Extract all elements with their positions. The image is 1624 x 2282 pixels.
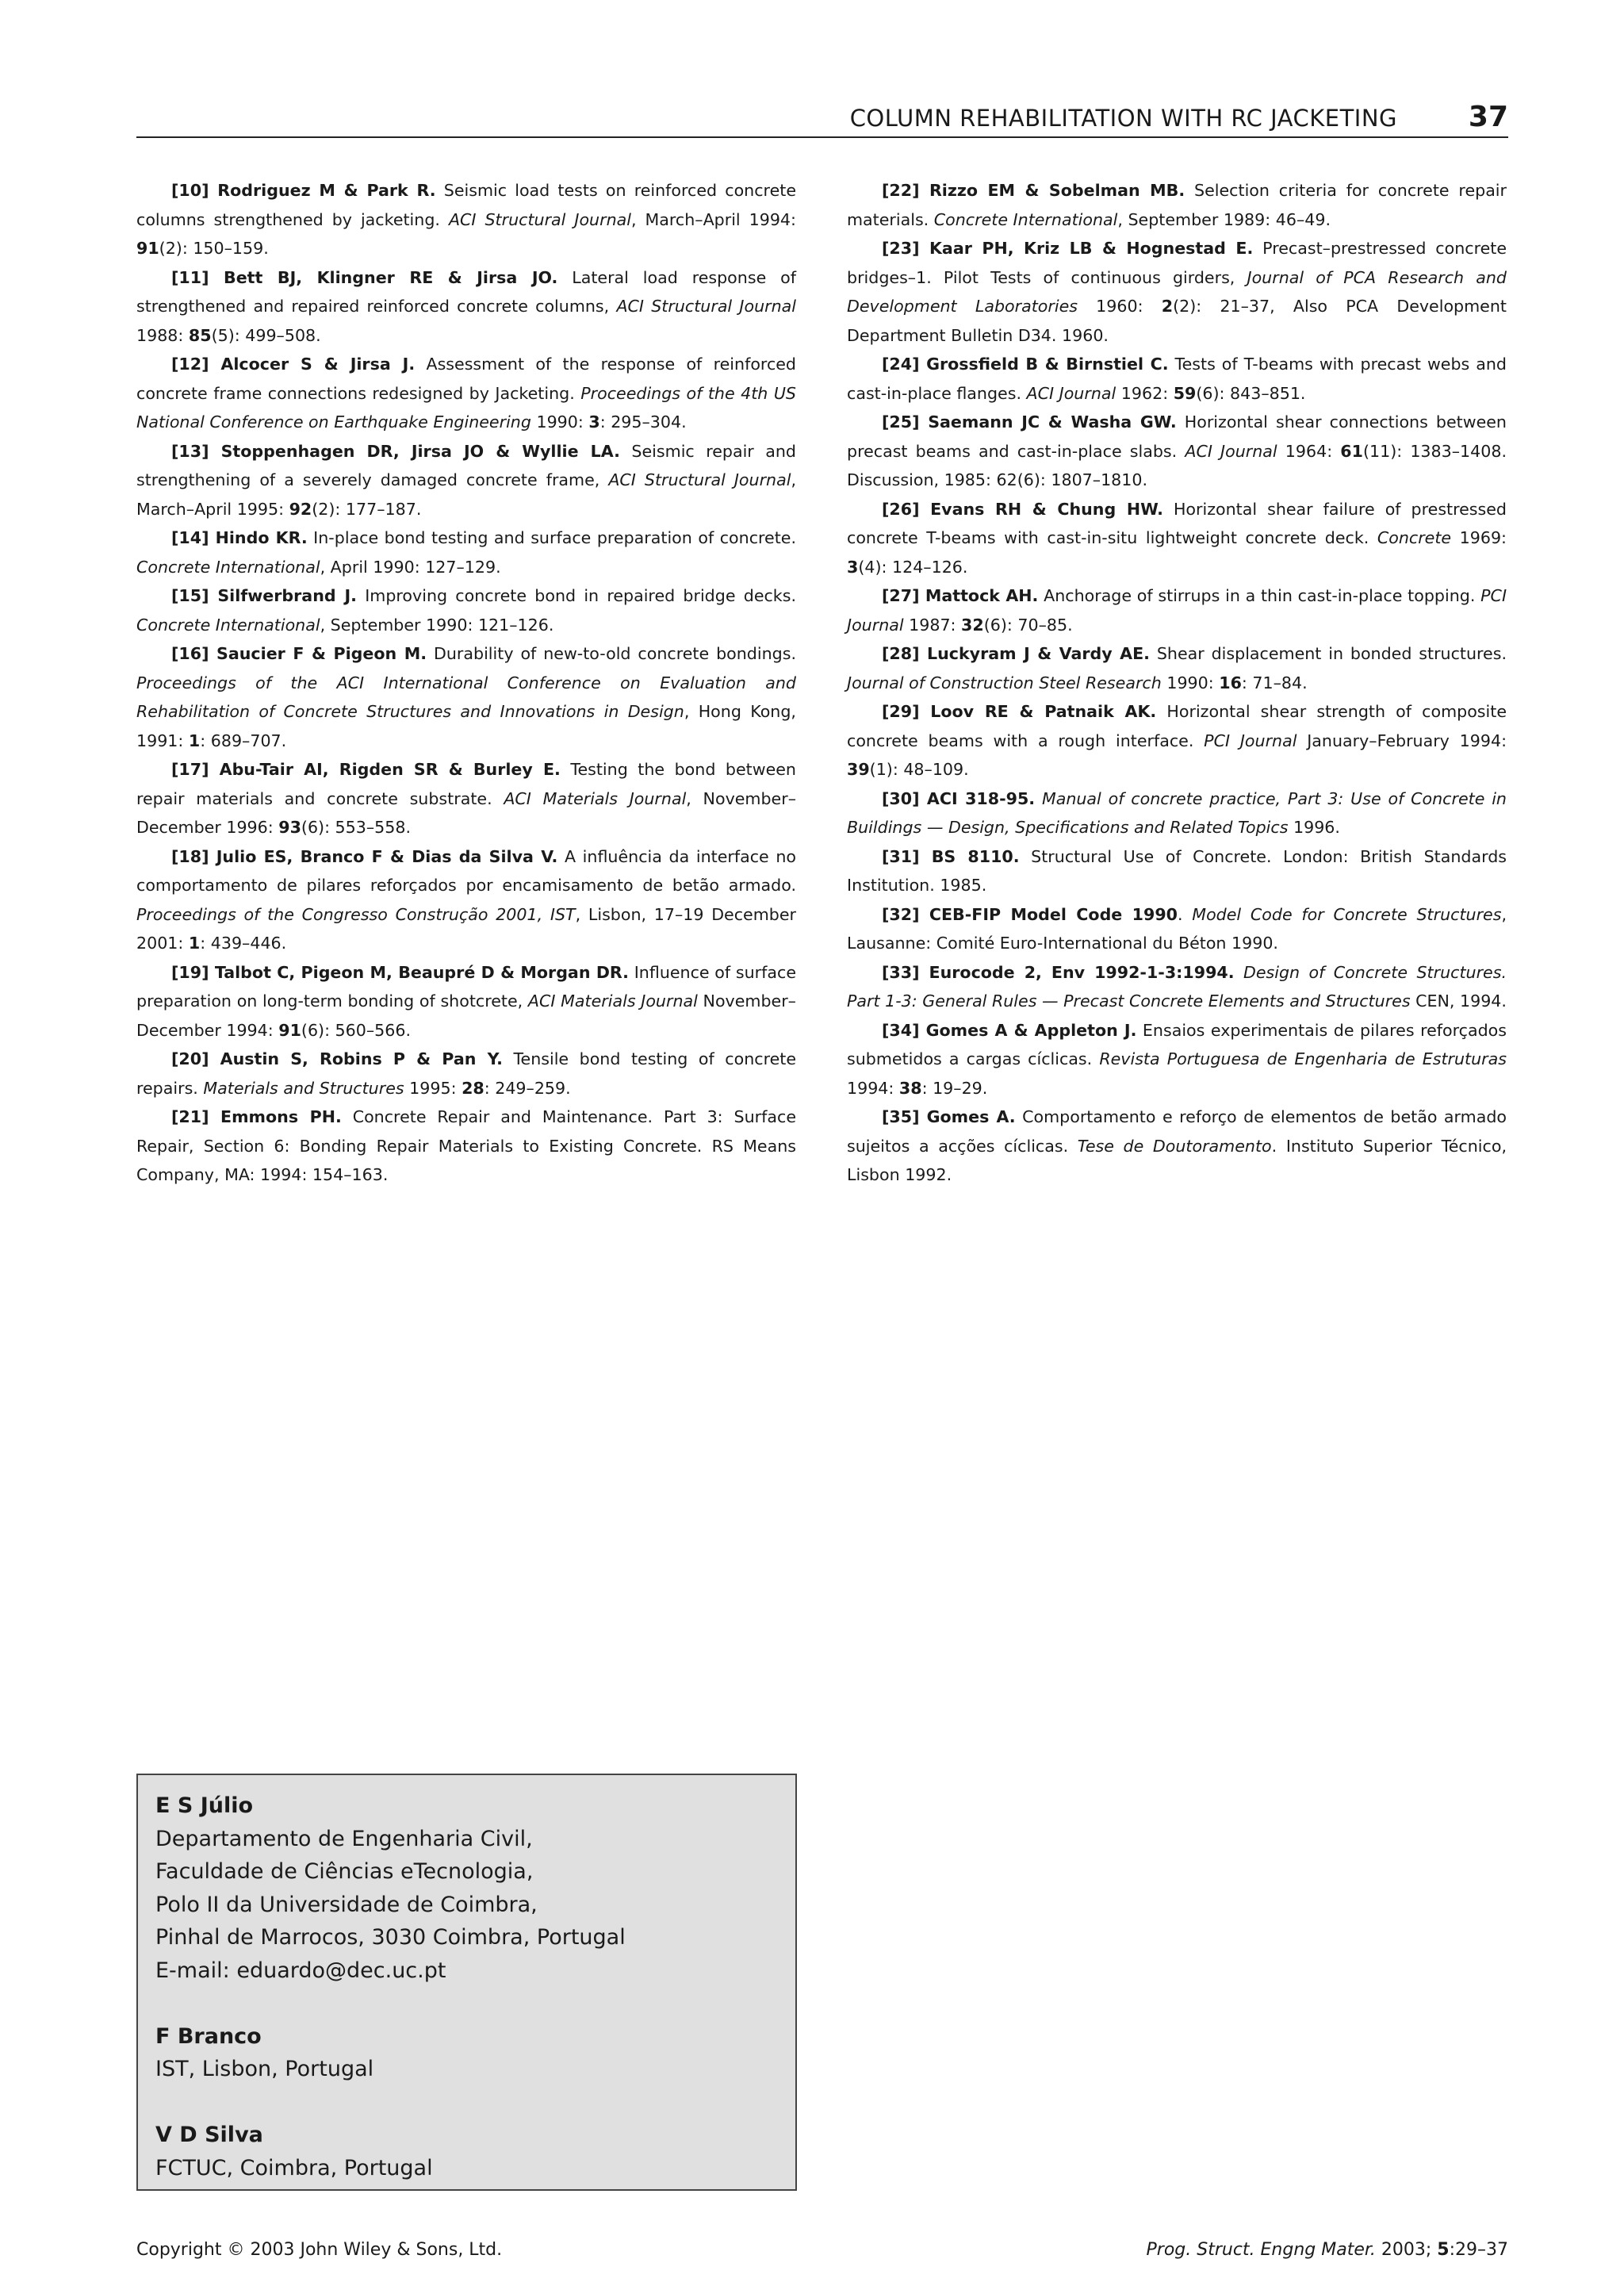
reference-entry [136, 437, 796, 524]
reference-journal: Concrete International [933, 209, 1118, 229]
reference-authors: [26] Evans RH & Chung HW. [882, 499, 1163, 519]
reference-entry [847, 639, 1507, 697]
affiliation-line: Polo II da Universidade de Coimbra, [155, 1892, 538, 1917]
reference-journal: Tese de Doutoramento [1077, 1136, 1272, 1156]
page-header [136, 95, 1508, 138]
reference-entry [136, 958, 796, 1045]
reference-authors: [29] Loov RE & Patnaik AK. [882, 702, 1157, 721]
reference-authors: [15] Silfwerbrand J. [171, 586, 357, 605]
reference-details: CEN, 1994. [1410, 991, 1507, 1011]
author-name: F Branco [155, 2023, 262, 2049]
reference-authors: [14] Hindo KR. [171, 528, 308, 547]
reference-entry [136, 350, 796, 437]
reference-details: , November–December 1996: [136, 788, 796, 837]
reference-details: 1995: [404, 1078, 462, 1098]
reference-details: 1962: [1116, 383, 1174, 403]
author-affiliations-box [136, 1774, 797, 2191]
reference-entry [136, 755, 796, 842]
reference-entry [847, 900, 1507, 958]
citation-year: 2003; [1375, 2240, 1438, 2260]
reference-details: , April 1990: 127–129. [320, 557, 501, 577]
author-name: E S Júlio [155, 1793, 254, 1818]
reference-entry [847, 581, 1507, 639]
reference-title [1235, 963, 1243, 982]
references-left-column [136, 176, 796, 1190]
reference-journal: ACI Structural Journal [616, 297, 796, 316]
reference-authors: [24] Grossfield B & Birnstiel C. [882, 355, 1169, 374]
reference-entry [847, 1016, 1507, 1103]
reference-pages: (6): 560–566. [301, 1020, 412, 1040]
reference-title: . [1177, 904, 1193, 924]
reference-entry [136, 524, 796, 581]
reference-entry [847, 495, 1507, 582]
reference-authors: [31] BS 8110. [882, 846, 1020, 866]
reference-details: 1990: [530, 412, 589, 431]
reference-volume: 59 [1173, 383, 1197, 403]
reference-details: 1990: [1161, 673, 1220, 692]
journal-citation [1147, 2240, 1508, 2260]
reference-authors: [32] CEB-FIP Model Code 1990 [882, 904, 1178, 924]
reference-title: Anchorage of stirrups in a thin cast-in-place topping. [1038, 586, 1481, 605]
reference-title: Horizontal shear connections between precast beams and cast-in-place slabs. [847, 412, 1507, 461]
reference-journal: PCI Journal [1204, 731, 1297, 750]
reference-details: , Lausanne: Comité Euro-International du Béton 1990. [847, 904, 1507, 953]
reference-authors: [30] ACI 318-95. [882, 788, 1036, 808]
reference-volume: 1 [188, 731, 201, 750]
reference-details: , March–April 1994: [630, 209, 796, 229]
reference-journal: Concrete [1377, 528, 1452, 547]
reference-entry [847, 784, 1507, 842]
reference-title: Selection criteria for concrete repair materials. [847, 181, 1507, 229]
reference-pages: (2): 150–159. [159, 239, 269, 258]
reference-details: 1994: [847, 1078, 899, 1098]
reference-entry [136, 639, 796, 755]
reference-volume: 93 [278, 818, 301, 837]
reference-pages: : 689–707. [200, 731, 287, 750]
reference-entry [847, 1103, 1507, 1190]
reference-details: 1996. [1288, 818, 1340, 837]
reference-authors: [19] Talbot C, Pigeon M, Beaupré D & Morgan DR. [171, 962, 629, 982]
reference-title: Horizontal shear strength of composite concrete beams with a rough interface. [847, 702, 1507, 750]
reference-entry [847, 234, 1507, 350]
reference-pages: (5): 499–508. [211, 325, 321, 345]
reference-title: Durability of new-to-old concrete bondings. [427, 644, 797, 663]
reference-title: Concrete Repair and Maintenance. Part 3: Surface Repair, Section 6: Bonding Repair Materials to Existing Concrete. RS Means Company, MA: 1994: 154–163. [136, 1107, 796, 1184]
reference-authors: [34] Gomes A & Appleton J. [882, 1020, 1137, 1040]
reference-pages: (4): 124–126. [858, 557, 968, 577]
reference-entry [847, 842, 1507, 900]
reference-entry [136, 263, 796, 351]
reference-title: Horizontal shear failure of prestressed concrete T-beams with cast-in-situ lightweight concrete deck. [847, 499, 1507, 547]
affiliation-line: Faculdade de Ciências eTecnologia, [155, 1859, 534, 1884]
reference-authors: [27] Mattock AH. [882, 586, 1039, 605]
reference-volume: 1 [188, 934, 201, 953]
reference-entry [847, 958, 1507, 1016]
reference-entry [136, 176, 796, 263]
reference-pages: : 439–446. [200, 934, 287, 953]
reference-title: Precast–prestressed concrete bridges–1. Pilot Tests of continuous girders, [847, 239, 1507, 287]
reference-authors: [16] Saucier F & Pigeon M. [171, 644, 427, 663]
reference-journal: ACI Materials Journal [504, 788, 687, 808]
reference-details: , September 1990: 121–126. [320, 615, 554, 635]
reference-pages: : 295–304. [599, 412, 687, 431]
citation-pages: :29–37 [1449, 2240, 1508, 2260]
spacer [155, 1987, 778, 2020]
reference-details: 1987: [903, 615, 962, 635]
reference-journal: Journal of Construction Steel Research [847, 673, 1162, 692]
reference-journal: ACI Journal [1026, 383, 1116, 403]
affiliation-line: Pinhal de Marrocos, 3030 Coimbra, Portugal [155, 1925, 626, 1950]
reference-volume: 61 [1340, 441, 1363, 461]
reference-details: . Instituto Superior Técnico, Lisbon 1992. [847, 1136, 1507, 1184]
spacer [155, 2086, 778, 2119]
reference-pages: (11): 1383–1408. Discussion, 1985: 62(6): 1807–1810. [847, 441, 1507, 489]
reference-journal: Proceedings of the 4th US National Conference on Earthquake Engineering [136, 383, 796, 431]
page-number: 37 [1468, 101, 1508, 133]
author-name: V D Silva [155, 2123, 263, 2147]
reference-authors: [35] Gomes A. [882, 1107, 1016, 1126]
reference-authors: [21] Emmons PH. [171, 1107, 342, 1126]
reference-authors: [13] Stoppenhagen DR, Jirsa JO & Wyllie LA. [171, 441, 620, 461]
reference-details: 1964: [1277, 441, 1341, 461]
reference-title: Comportamento e reforço de elementos de betão armado sujeitos a acções cíclicas. [847, 1107, 1507, 1156]
reference-volume: 38 [898, 1078, 922, 1098]
reference-title: Assessment of the response of reinforced concrete frame connections redesigned by Jacketing. [136, 355, 797, 403]
reference-volume: 92 [289, 499, 312, 519]
reference-journal: Materials and Structures [203, 1078, 404, 1098]
reference-pages: (2): 21–37, Also PCA Development Department Bulletin D34. 1960. [847, 297, 1507, 345]
running-title: COLUMN REHABILITATION WITH RC JACKETING [849, 105, 1397, 132]
reference-authors: [10] Rodriguez M & Park R. [171, 181, 436, 200]
reference-entry [847, 697, 1507, 784]
reference-journal: Manual of concrete practice, Part 3: Use of Concrete in Buildings — Design, Specifications and Related Topics [847, 788, 1507, 837]
references-right-column [847, 176, 1507, 1190]
reference-details: , Hong Kong, 1991: [136, 702, 796, 750]
reference-journal: Model Code for Concrete Structures [1192, 904, 1502, 924]
reference-journal: Proceedings of the ACI International Conference on Evaluation and Rehabilitation of Concrete Structures and Innovations in Design [136, 673, 796, 721]
reference-title [1035, 789, 1042, 808]
reference-title: Tests of T-beams with precast webs and cast-in-place flanges. [847, 355, 1507, 403]
reference-pages: (6): 553–558. [301, 818, 412, 837]
reference-authors: [23] Kaar PH, Kriz LB & Hognestad E. [882, 239, 1254, 258]
reference-journal: Proceedings of the Congresso Construção 2001, IST [136, 904, 576, 924]
reference-details: , Lisbon, 17–19 December 2001: [136, 904, 796, 953]
reference-authors: [22] Rizzo EM & Sobelman MB. [882, 181, 1185, 200]
reference-volume: 3 [847, 557, 859, 577]
reference-authors: [11] Bett BJ, Klingner RE & Jirsa JO. [171, 267, 558, 287]
reference-pages: : 249–259. [484, 1078, 571, 1098]
reference-details: January–February 1994: [1297, 731, 1507, 750]
reference-details: 1988: [136, 325, 189, 345]
reference-details: 1960: [1077, 297, 1162, 316]
reference-entry [847, 176, 1507, 234]
reference-volume: 16 [1219, 673, 1242, 692]
reference-authors: [33] Eurocode 2, Env 1992-1-3:1994. [882, 962, 1235, 982]
reference-volume: 32 [961, 615, 984, 635]
reference-details: , March–April 1995: [136, 470, 796, 519]
reference-journal: Journal of PCA Research and Development Laboratories [847, 267, 1507, 316]
reference-entry [847, 350, 1507, 408]
citation-journal: Prog. Struct. Engng Mater. [1146, 2240, 1376, 2260]
reference-authors: [25] Saemann JC & Washa GW. [882, 412, 1177, 431]
copyright-notice: Copyright © 2003 John Wiley & Sons, Ltd. [136, 2240, 503, 2260]
reference-details: 1969: [1451, 528, 1507, 547]
reference-title: Seismic repair and strengthening of a severely damaged concrete frame, [136, 441, 797, 489]
reference-entry [136, 1103, 796, 1190]
reference-journal: ACI Structural Journal [608, 470, 791, 489]
reference-entry [136, 842, 796, 958]
page-footer [136, 2240, 1508, 2267]
reference-title: Shear displacement in bonded structures. [1150, 644, 1507, 663]
reference-entry [847, 408, 1507, 495]
reference-title: In-place bond testing and surface preparation of concrete. [307, 528, 796, 547]
reference-title: Tensile bond testing of concrete repairs. [136, 1049, 797, 1098]
reference-authors: [18] Julio ES, Branco F & Dias da Silva V. [171, 846, 558, 866]
reference-title: Ensaios experimentais de pilares reforçados submetidos a cargas cíclicas. [847, 1020, 1507, 1068]
reference-journal: Design of Concrete Structures. Part 1-3: General Rules — Precast Concrete Elements and Structures [847, 962, 1507, 1011]
reference-journal: ACI Journal [1185, 441, 1277, 461]
reference-title: Structural Use of Concrete. London: British Standards Institution. 1985. [847, 846, 1507, 895]
reference-details: , September 1989: 46–49. [1117, 209, 1331, 229]
affiliation-line: FCTUC, Coimbra, Portugal [155, 2155, 433, 2180]
reference-details: November–December 1994: [136, 991, 796, 1040]
affiliation-line: Departamento de Engenharia Civil, [155, 1826, 533, 1851]
reference-title: Influence of surface preparation on long-term bonding of shotcrete, [136, 962, 796, 1011]
reference-authors: [28] Luckyram J & Vardy AE. [882, 644, 1150, 663]
reference-journal: Concrete International [136, 557, 320, 577]
reference-volume: 39 [847, 760, 870, 779]
reference-title: Testing the bond between repair materials and concrete substrate. [136, 760, 796, 808]
reference-entry [136, 581, 796, 639]
reference-pages: (6): 843–851. [1196, 383, 1306, 403]
reference-volume: 28 [462, 1078, 485, 1098]
reference-volume: 3 [588, 412, 600, 431]
reference-title: Improving concrete bond in repaired bridge decks. [356, 586, 797, 605]
reference-volume: 91 [278, 1020, 301, 1040]
affiliation-line: IST, Lisbon, Portugal [155, 2057, 374, 2081]
reference-title: A influência da interface no comportamento de pilares reforçados por encamisamento de betão armado. [136, 846, 796, 895]
reference-title: Lateral load response of strengthened and repaired reinforced concrete columns, [136, 267, 796, 316]
reference-title: Seismic load tests on reinforced concrete columns strengthened by jacketing. [136, 181, 796, 229]
reference-pages: : 71–84. [1241, 673, 1308, 692]
reference-authors: [17] Abu-Tair AI, Rigden SR & Burley E. [171, 760, 561, 779]
reference-pages: : 19–29. [921, 1078, 988, 1098]
reference-journal: ACI Materials Journal [527, 991, 698, 1011]
reference-authors: [12] Alcocer S & Jirsa J. [171, 355, 416, 374]
reference-volume: 91 [136, 239, 159, 258]
reference-journal: ACI Structural Journal [448, 209, 631, 229]
reference-journal: Revista Portuguesa de Engenharia de Estruturas [1099, 1049, 1507, 1068]
citation-volume: 5 [1437, 2240, 1450, 2260]
affiliation-email: E-mail: eduardo@dec.uc.pt [155, 1958, 446, 1983]
reference-pages: (1): 48–109. [869, 760, 969, 779]
reference-journal: Concrete International [136, 615, 320, 635]
reference-journal: PCI Journal [847, 586, 1507, 635]
reference-authors: [20] Austin S, Robins P & Pan Y. [171, 1049, 503, 1068]
reference-volume: 2 [1161, 297, 1174, 316]
reference-entry [136, 1045, 796, 1103]
reference-pages: (2): 177–187. [312, 499, 422, 519]
reference-volume: 85 [188, 325, 212, 345]
reference-pages: (6): 70–85. [983, 615, 1073, 635]
